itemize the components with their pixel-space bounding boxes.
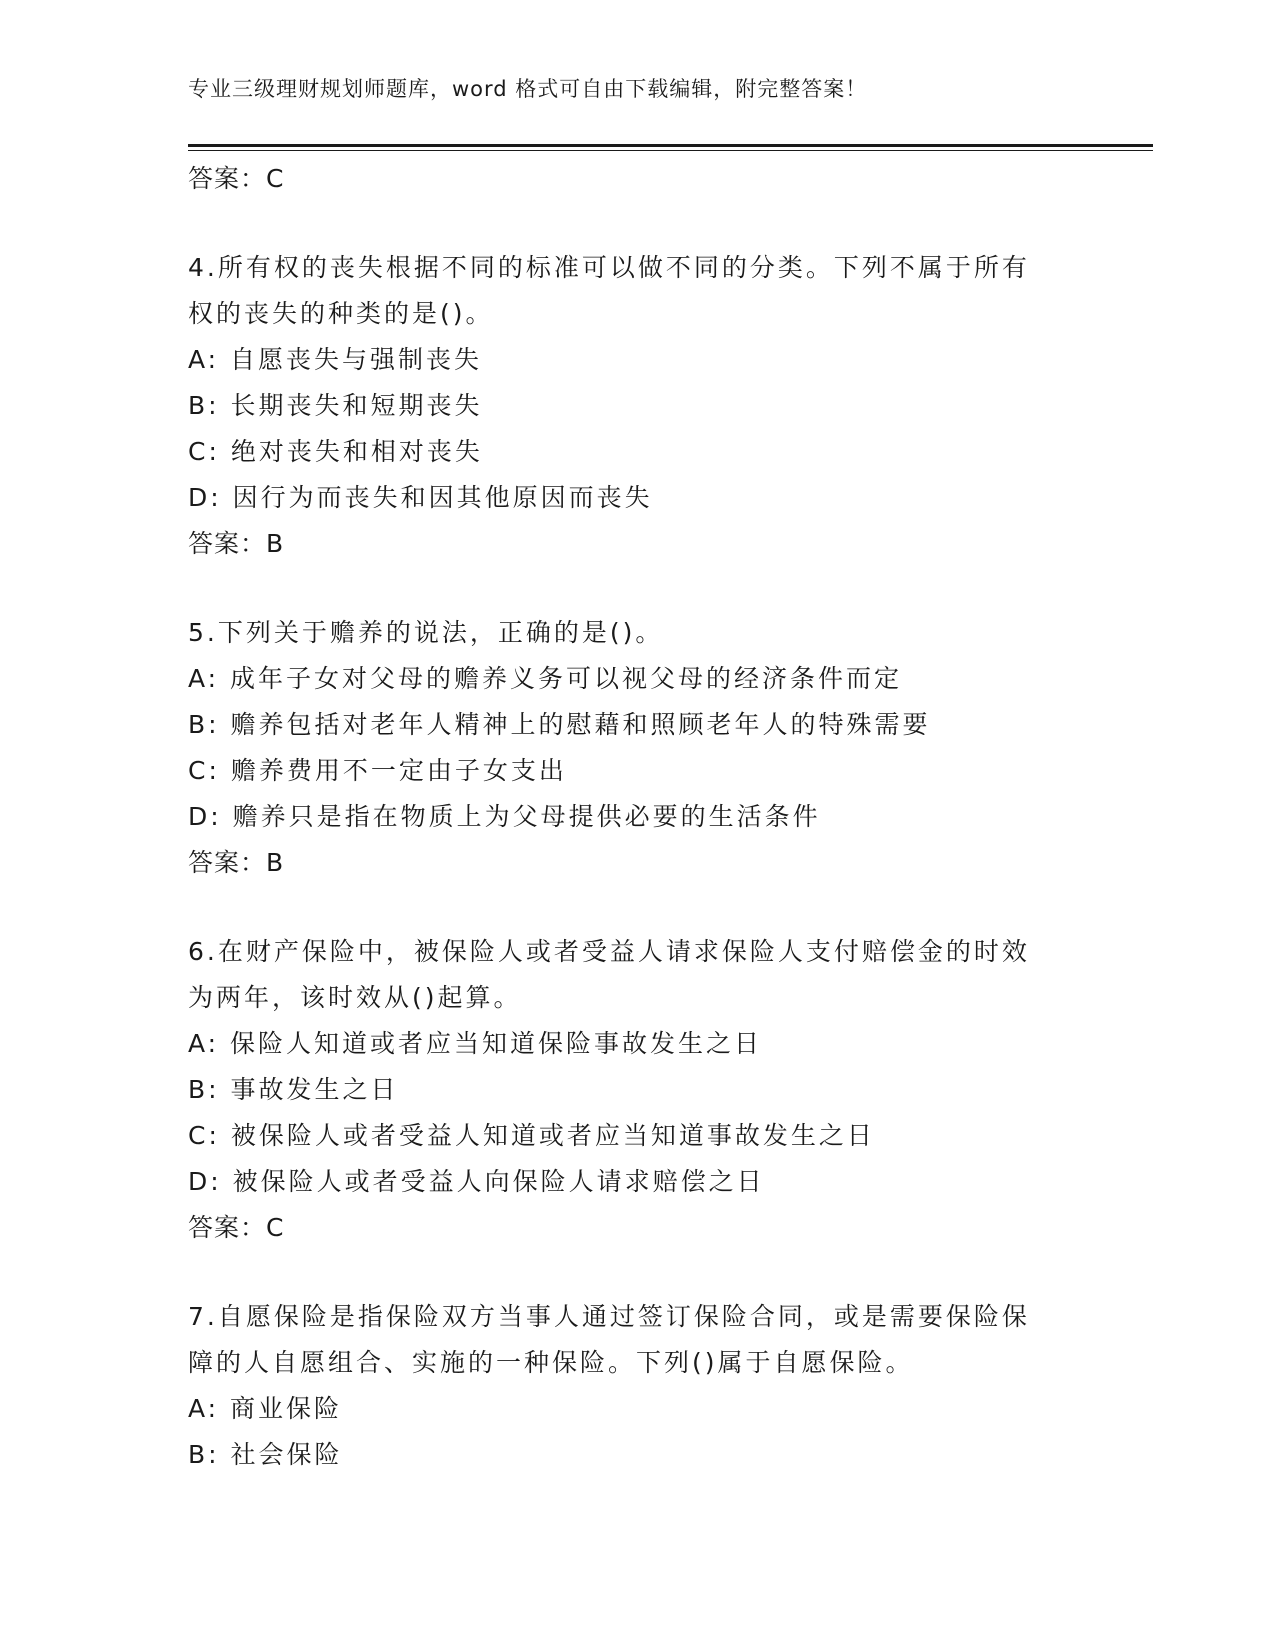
option-b: B: 长期丧失和短期丧失 (188, 391, 483, 420)
answer-line: 答案：B (188, 529, 285, 558)
option-d: D: 被保险人或者受益人向保险人请求赔偿之日 (188, 1167, 765, 1196)
question-stem: 障的人自愿组合、实施的一种保险。下列()属于自愿保险。 (188, 1348, 914, 1377)
question-stem: 6.在财产保险中，被保险人或者受益人请求保险人支付赔偿金的时效 (188, 937, 1030, 966)
answer-line: 答案：B (188, 848, 285, 877)
option-a: A: 成年子女对父母的赡养义务可以视父母的经济条件而定 (188, 664, 903, 693)
option-d: D: 赡养只是指在物质上为父母提供必要的生活条件 (188, 802, 821, 831)
answer-line: 答案：C (188, 164, 285, 193)
option-b: B: 赡养包括对老年人精神上的慰藉和照顾老年人的特殊需要 (188, 710, 931, 739)
question-list (188, 156, 1158, 1478)
question-4 (188, 245, 1158, 567)
header-rule (188, 144, 1153, 147)
header-rule-thin (188, 150, 1153, 151)
question-stem: 5.下列关于赡养的说法，正确的是()。 (188, 618, 664, 647)
question-stem: 为两年，该时效从()起算。 (188, 983, 522, 1012)
question-5 (188, 610, 1158, 886)
option-a: A: 商业保险 (188, 1394, 343, 1423)
answer-line: 答案：C (188, 1213, 285, 1242)
option-b: B: 事故发生之日 (188, 1075, 399, 1104)
option-d: D: 因行为而丧失和因其他原因而丧失 (188, 483, 653, 512)
page-header: 专业三级理财规划师题库，word 格式可自由下载编辑，附完整答案！ (188, 77, 868, 101)
question-6 (188, 929, 1158, 1251)
option-c: C: 赡养费用不一定由子女支出 (188, 756, 567, 785)
question-stem: 权的丧失的种类的是()。 (188, 299, 494, 328)
option-a: A: 保险人知道或者应当知道保险事故发生之日 (188, 1029, 763, 1058)
question-stem: 7.自愿保险是指保险双方当事人通过签订保险合同，或是需要保险保 (188, 1302, 1030, 1331)
question-7 (188, 1294, 1158, 1478)
question-stem: 4.所有权的丧失根据不同的标准可以做不同的分类。下列不属于所有 (188, 253, 1030, 282)
option-c: C: 被保险人或者受益人知道或者应当知道事故发生之日 (188, 1121, 875, 1150)
option-b: B: 社会保险 (188, 1440, 343, 1469)
option-c: C: 绝对丧失和相对丧失 (188, 437, 483, 466)
option-a: A: 自愿丧失与强制丧失 (188, 345, 483, 374)
